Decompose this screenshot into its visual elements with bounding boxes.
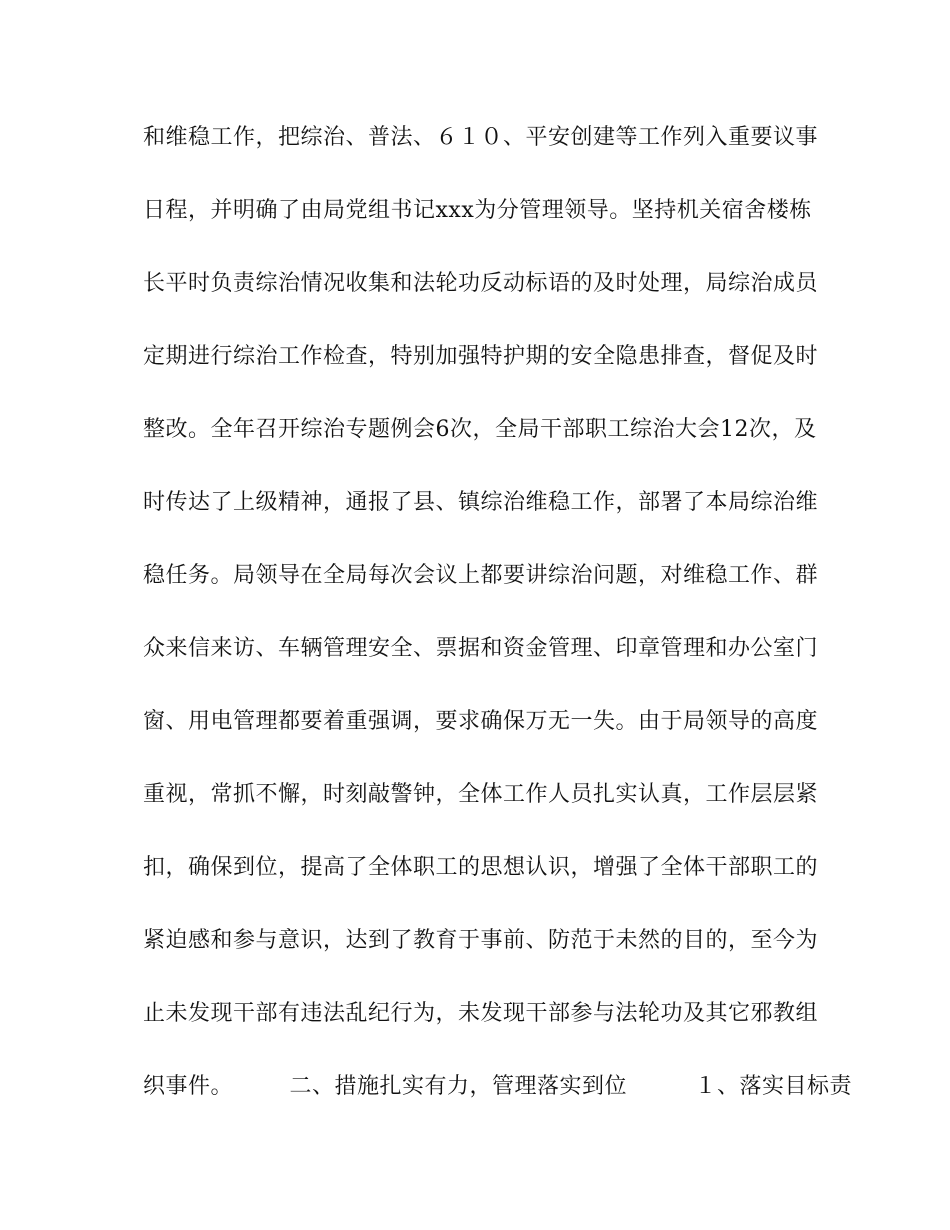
text-line: 定期进行综治工作检查，特别加强特护期的安全隐患排查，督促及时 — [143, 344, 819, 369]
text-line: 时传达了上级精神，通报了县、镇综治维稳工作，部署了本局综治维 — [143, 490, 819, 515]
body-text — [143, 118, 853, 1140]
text-line: 众来信来访、车辆管理安全、票据和资金管理、印章管理和办公室门 — [143, 636, 819, 661]
text-line: 紧迫感和参与意识，达到了教育于事前、防范于未然的目的，至今为 — [143, 928, 819, 953]
text-line: 窗、用电管理都要着重强调，要求确保万无一失。由于局领导的高度 — [143, 709, 819, 734]
text-line: 重视，常抓不懈，时刻敲警钟，全体工作人员扎实认真，工作层层紧 — [143, 782, 819, 807]
text-line: 长平时负责综治情况收集和法轮功反动标语的及时处理，局综治成员 — [143, 271, 819, 296]
text-line: 和维稳工作，把综治、普法、６１０、平安创建等工作列入重要议事 — [143, 125, 819, 150]
text-line: 稳任务。局领导在全局每次会议上都要讲综治问题，对维稳工作、群 — [143, 563, 819, 588]
text-line: 扣，确保到位，提高了全体职工的思想认识，增强了全体干部职工的 — [143, 855, 819, 880]
text-line: 日程，并明确了由局党组书记xxx为分管理领导。坚持机关宿舍楼栋 — [143, 198, 812, 223]
text-line: 整改。全年召开综治专题例会6次，全局干部职工综治大会12次，及 — [143, 417, 817, 442]
text-line: 织事件。 二、措施扎实有力，管理落实到位 １、落实目标责 — [143, 1074, 853, 1099]
text-line: 止未发现干部有违法乱纪行为，未发现干部参与法轮功及其它邪教组 — [143, 1001, 819, 1026]
